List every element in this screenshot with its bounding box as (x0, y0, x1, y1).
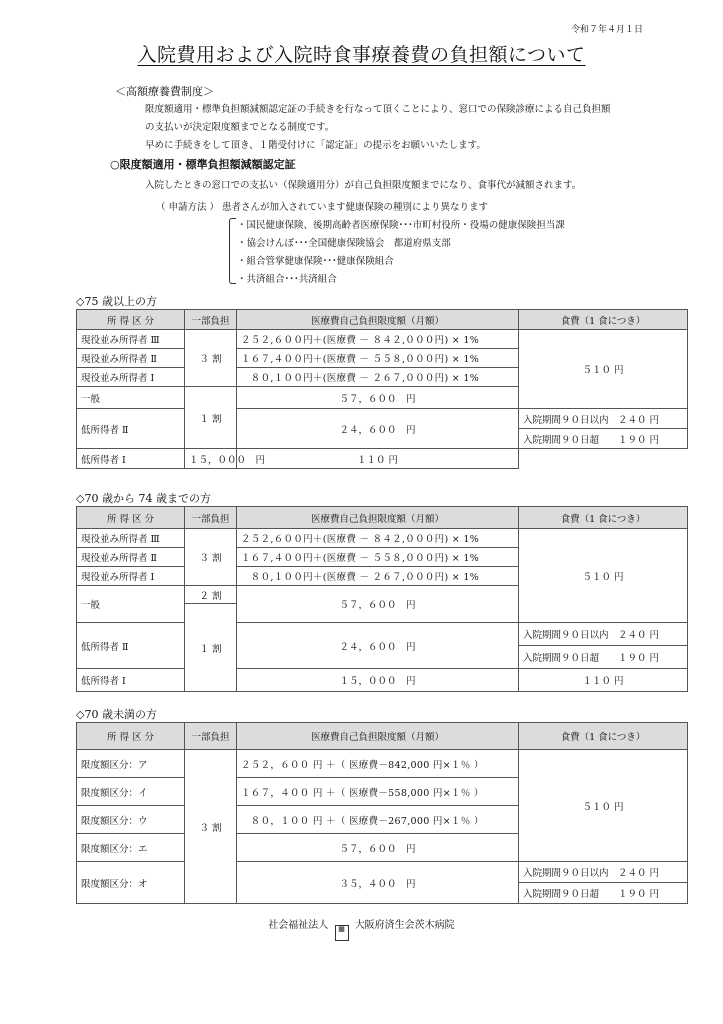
header-burden: 一部負担 (185, 723, 237, 750)
header-meal: 食費（1 食につき） (519, 310, 688, 330)
category-cell: 現役並み所得者 Ⅲ (77, 529, 185, 548)
insurance-item-4: ・共済組合･･･共済組合 (237, 274, 337, 285)
limit-cell: ２５２,６００円＋(医療費 － ８４２,０００円) × 1% (237, 529, 519, 548)
category-cell: 限度額区分：エ (77, 834, 185, 862)
limit-cell: １６７，４００ 円 ＋（ 医療費－558,000 円×１％ ） (237, 778, 519, 806)
table-row (77, 330, 688, 349)
category-cell: 限度額区分：ウ (77, 806, 185, 834)
limit-cell: １５，０００ 円 (185, 449, 237, 469)
header-burden: 一部負担 (185, 310, 237, 330)
category-cell: 一般 (77, 586, 185, 623)
insurance-item-2: ・協会けんぽ･･･全国健康保険協会 都道府県支部 (237, 238, 451, 249)
category-cell: 現役並み所得者 Ⅱ (77, 548, 185, 567)
table-row (77, 449, 688, 469)
category-cell: 低所得者 Ⅰ (77, 449, 185, 469)
tableunder70-caption: ◇70 歳未満の方 (76, 708, 157, 721)
table-70-74 (76, 506, 688, 692)
category-cell: 現役並み所得者 Ⅱ (77, 349, 185, 368)
burden-cell: ３ 割 (185, 529, 237, 586)
meal-cell: 入院期間９０日超 １９０ 円 (519, 429, 688, 449)
limit-cell: １６７,４００円＋(医療費 － ５５８,０００円) × 1% (237, 548, 519, 567)
limit-cell: ２５２，６００ 円 ＋（ 医療費－842,000 円×１％ ） (237, 750, 519, 778)
application-method: （ 申請方法 ） 患者さんが加入されています健康保険の種別により異なります (156, 202, 489, 213)
meal-cell: ５１０ 円 (519, 750, 688, 862)
org-name: 大阪府済生会茨木病院 (354, 920, 455, 931)
meal-cell: ５１０ 円 (519, 529, 688, 623)
date: 令和７年４月１日 (570, 25, 643, 35)
limit-cell: １５，０００ 円 (237, 669, 519, 692)
kougaku-line-1: 限度額適用・標準負担額減額認定証の手続きを行なって頂くことにより、窓口での保険診療による自己負担額 (145, 104, 611, 115)
limit-cell: ２４，６００ 円 (237, 409, 519, 449)
table-under-70 (76, 722, 688, 904)
category-cell: 現役並み所得者 Ⅲ (77, 330, 185, 349)
category-cell: 一般 (77, 387, 185, 409)
meal-cell: 入院期間９０日超 １９０ 円 (519, 646, 688, 669)
limit-cell: ２５２,６００円＋(医療費 － ８４２,０００円) × 1% (237, 330, 519, 349)
table75-caption: ◇75 歳以上の方 (76, 295, 157, 308)
table-75-plus (76, 309, 688, 469)
category-cell: 限度額区分：ア (77, 750, 185, 778)
table-row (77, 529, 688, 548)
meal-cell: １１０ 円 (519, 669, 688, 692)
page-title: 入院費用および入院時食事療養費の負担額について (137, 44, 586, 66)
limit-cell: ８０,１００円＋(医療費 － ２６７,０００円) × 1% (237, 567, 519, 586)
meal-cell: ５１０ 円 (519, 330, 688, 409)
header-meal: 食費（1 食につき） (519, 507, 688, 529)
kougaku-line-2: の支払いが決定限度額までとなる制度です。 (145, 122, 335, 133)
limit-cell: ８０，１００ 円 ＋（ 医療費－267,000 円×１％ ） (237, 806, 519, 834)
category-cell: 限度額区分：オ (77, 862, 185, 904)
limit-cell: ３５，４００ 円 (237, 862, 519, 904)
header-limit: 医療費自己負担限度額（月額） (237, 310, 519, 330)
burden-cell: ３ 割 (185, 330, 237, 387)
header-category: 所 得 区 分 (77, 507, 185, 529)
category-cell: 限度額区分：イ (77, 778, 185, 806)
burden-cell: １ 割 (185, 387, 237, 449)
table70-caption: ◇70 歳から 74 歳までの方 (76, 492, 211, 505)
meal-cell: 入院期間９０日以内 ２４０ 円 (519, 862, 688, 883)
insurance-item-1: ・国民健康保険、後期高齢者医療保険･･･市町村役所・役場の健康保険担当課 (237, 220, 565, 231)
org-type: 社会福祉法人 (268, 920, 329, 931)
table-row (77, 750, 688, 778)
kougaku-line-3: 早めに手続きをして頂き、１階受付けに「認定証」の提示をお願いいたします。 (145, 140, 486, 151)
header-burden: 一部負担 (185, 507, 237, 529)
limit-cell: ２４，６００ 円 (237, 623, 519, 669)
category-cell: 低所得者 Ⅰ (77, 669, 185, 692)
category-cell: 現役並み所得者 Ⅰ (77, 368, 185, 387)
emblem-icon: ▦ (335, 925, 349, 941)
kougaku-heading: ＜高額療養費制度＞ (115, 85, 214, 98)
limit-cell: １６７,４００円＋(医療費 － ５５８,０００円) × 1% (237, 349, 519, 368)
limit-cell: ５７，６００ 円 (237, 834, 519, 862)
list-bracket (229, 218, 236, 284)
burden-cell: ３ 割 (185, 750, 237, 904)
table-row (77, 623, 688, 646)
ninteisho-line: 入院したときの窓口での支払い（保険適用分）が自己負担限度額までになり、食事代が減額されます。 (145, 180, 582, 191)
meal-cell: 入院期間９０日以内 ２４０ 円 (519, 409, 688, 429)
meal-cell: 入院期間９０日以内 ２４０ 円 (519, 623, 688, 646)
table-row (77, 409, 688, 429)
burden-cell: １ 割 (185, 604, 237, 692)
meal-cell: １１０ 円 (237, 449, 519, 469)
limit-cell: ５７，６００ 円 (237, 586, 519, 623)
burden-cell: ２ 割 (185, 586, 237, 604)
limit-cell: ５７，６００ 円 (237, 387, 519, 409)
limit-cell: ８０,１００円＋(医療費 － ２６７,０００円) × 1% (237, 368, 519, 387)
category-cell: 現役並み所得者 Ⅰ (77, 567, 185, 586)
ninteisho-heading: ○限度額適用・標準負担額減額認定証 (110, 158, 296, 171)
meal-cell: 入院期間９０日超 １９０ 円 (519, 883, 688, 904)
header-limit: 医療費自己負担限度額（月額） (237, 723, 519, 750)
table-row (77, 669, 688, 692)
category-cell: 低所得者 Ⅱ (77, 623, 185, 669)
header-category: 所 得 区 分 (77, 723, 185, 750)
header-meal: 食費（1 食につき） (519, 723, 688, 750)
table-row (77, 862, 688, 883)
header-limit: 医療費自己負担限度額（月額） (237, 507, 519, 529)
header-category: 所 得 区 分 (77, 310, 185, 330)
insurance-item-3: ・組合管掌健康保険･･･健康保険組合 (237, 256, 394, 267)
footer (0, 916, 723, 941)
category-cell: 低所得者 Ⅱ (77, 409, 185, 449)
